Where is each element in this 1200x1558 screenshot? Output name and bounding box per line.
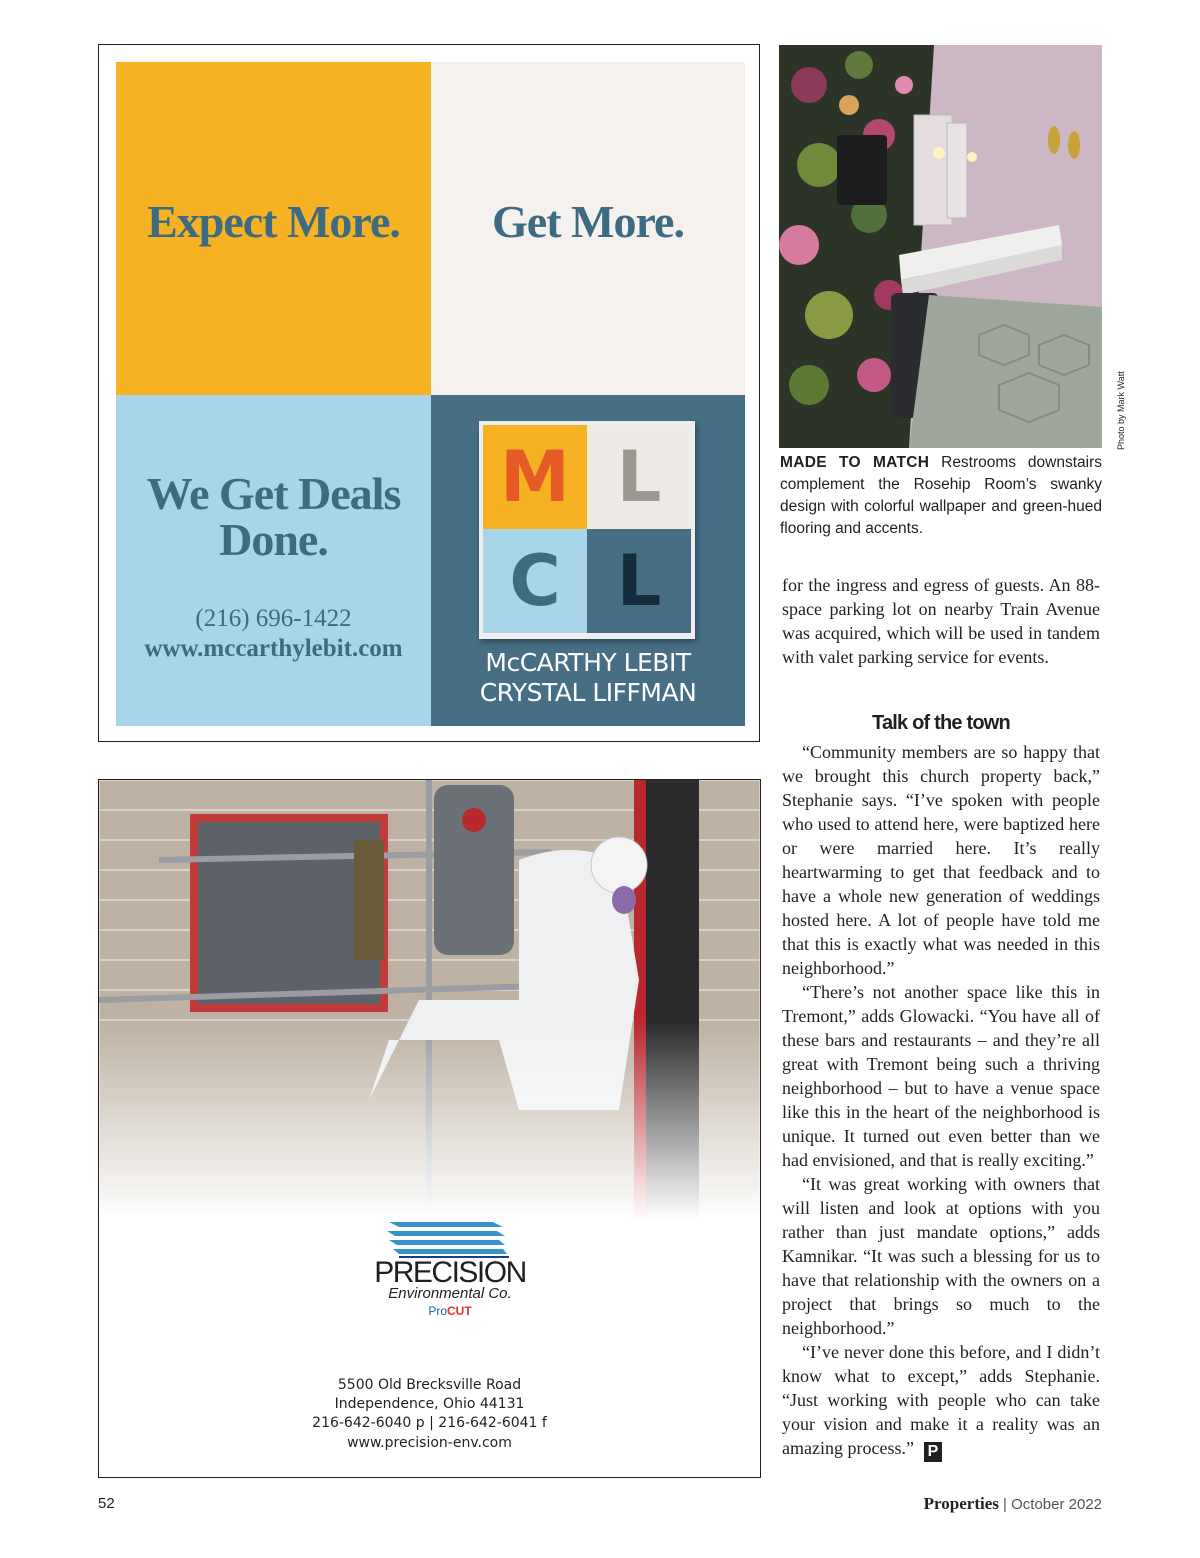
slogan-deals-line1: We Get Deals: [146, 468, 401, 519]
procut-pro: Pro: [428, 1304, 447, 1318]
mlcl-logo: [479, 421, 695, 639]
article-body: [782, 740, 1100, 1462]
issue-date: | October 2022: [998, 1496, 1102, 1513]
ad-quadrant-expect: [116, 62, 431, 395]
precision-address-city: Independence, Ohio 44131: [334, 1396, 525, 1412]
precision-phones: 216-642-6040 p | 216-642-6041 f: [312, 1415, 547, 1431]
photo-caption: [780, 452, 1102, 540]
ad-quadrant-logo: [431, 395, 745, 726]
logo-letter-c: C: [483, 529, 587, 633]
ad-quadrant-get: [431, 62, 745, 395]
worker-photo: [99, 780, 760, 1220]
article-intro-paragraph: for the ingress and egress of guests. An 88-space parking lot on nearby Train Avenue was acquired, which will be used in tandem with valet parking service for events.: [782, 575, 1100, 667]
page-number: 52: [98, 1495, 115, 1512]
logo-letter-l-dark: L: [587, 529, 691, 633]
ad-quadrant-deals: [116, 395, 431, 726]
restroom-photo: [779, 45, 1102, 448]
end-mark-icon: P: [924, 1442, 942, 1462]
article-paragraph-last: [782, 1340, 1100, 1462]
ad-phone: (216) 696-1422: [195, 605, 352, 632]
precision-subtitle: Environmental Co.: [388, 1285, 512, 1302]
photo-credit: [1116, 372, 1126, 452]
firm-name-line2: CRYSTAL LIFFMAN: [479, 678, 697, 707]
precision-environmental-ad: [98, 779, 761, 1478]
slogan-get-more: Get More.: [492, 196, 684, 247]
article-intro: [782, 573, 1100, 669]
magazine-name: Properties: [923, 1494, 999, 1513]
slogan-deals-done: [116, 468, 431, 565]
photo-credit-text: Photo by Mark Watt: [1116, 371, 1126, 450]
article-paragraph: “There’s not another space like this in Tremont,” adds Glowacki. “You have all of these bars and restaurants – and they’re all great with Tremont being such a thriving neighborhood – but to have a venue space like this in the heart of the neighborhood is unique. It turned out even better than we had envisioned, and that is really exciting.”: [782, 982, 1100, 1170]
article-paragraph: “It was great working with owners that will listen and look at options with you rather than just mandate options,” adds Kamnikar. “It was such a blessing for us to have that relationship with the owners on a project that brings so much to the neighborhood.”: [782, 1174, 1100, 1338]
slogan-expect-more: Expect More.: [147, 196, 400, 247]
firm-name-line1: McCARTHY LEBIT: [485, 648, 691, 677]
precision-website: www.precision-env.com: [347, 1435, 512, 1451]
ad-website: www.mccarthylebit.com: [144, 635, 403, 662]
precision-address-street: 5500 Old Brecksville Road: [337, 1377, 522, 1393]
running-footer: [880, 1494, 1102, 1514]
article-paragraph: “Community members are so happy that we brought this church property back,” Stephanie says. “I’ve spoken with people who used to attend here, were baptized here or were married here. It’s really heartwarming to get that feedback and to have a whole new generation of weddings hosted here. A lot of people have told me that this is exactly what was needed in this neighborhood.”: [782, 742, 1100, 978]
caption-lead: MADE TO MATCH: [780, 454, 930, 471]
logo-letter-l: L: [587, 425, 691, 529]
article-subhead: Talk of the town: [872, 712, 1010, 734]
caption-text: Restrooms downstairs complement the Rosehip Room’s swanky design with colorful wallpaper and green-hued flooring and accents.: [780, 454, 1102, 537]
article-paragraph-text: “I’ve never done this before, and I didn’t know what to except,” adds Stephanie. “Just working with people who can take your vision and make it a reality was an amazing process.”: [782, 1342, 1100, 1458]
precision-name: PRECISION: [374, 1256, 526, 1289]
procut-mark: [280, 1304, 620, 1318]
logo-letter-m: M: [483, 425, 587, 529]
mccarthy-lebit-ad: [98, 44, 760, 742]
slogan-deals-line2: Done.: [219, 514, 328, 565]
procut-cut: CUT: [447, 1304, 472, 1318]
